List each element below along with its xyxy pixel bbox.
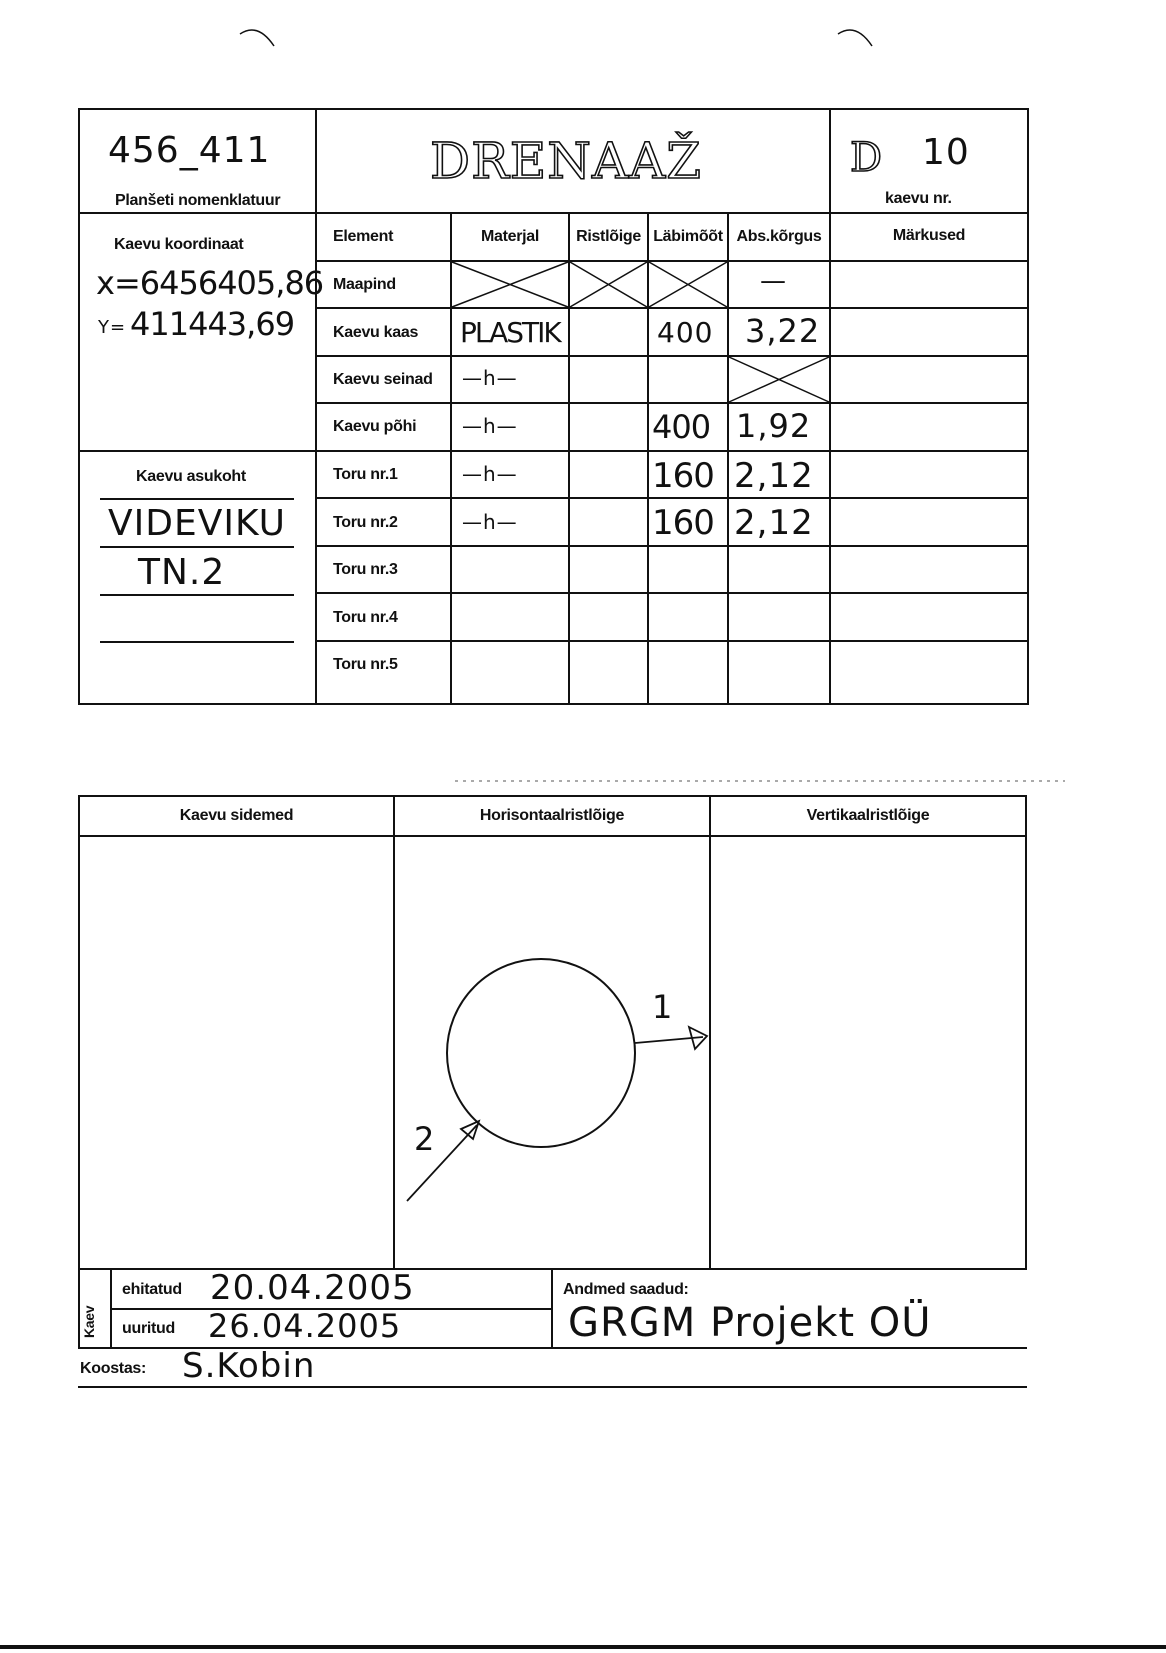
location-line1: VIDEVIKU <box>108 503 286 544</box>
well-number-label: kaevu nr. <box>885 190 952 207</box>
punch-mark-left <box>238 24 278 54</box>
coord-y-prefix: Y= <box>98 317 127 338</box>
row-label-kaevu-pohi: Kaevu põhi <box>333 418 417 435</box>
location-label: Kaevu asukoht <box>136 468 246 485</box>
built-date: 20.04.2005 <box>210 1268 415 1308</box>
col-header-material: Materjal <box>480 228 540 245</box>
data-source-value: GRGM Projekt OÜ <box>568 1300 932 1346</box>
cell-material-toru1: —h— <box>462 462 518 486</box>
location-line2: TN.2 <box>138 552 226 593</box>
cell-material-seinad: —h— <box>462 366 518 390</box>
row-label-maapind: Maapind <box>333 276 396 293</box>
page-bottom-edge <box>0 1645 1166 1649</box>
col-header-abs-height: Abs.kõrgus <box>736 228 822 245</box>
coords-label: Kaevu koordinaat <box>114 236 244 253</box>
cell-diameter-kaas: 400 <box>657 316 714 349</box>
cell-diameter-toru2: 160 <box>652 503 714 543</box>
row-label-toru-3: Toru nr.3 <box>333 561 398 578</box>
col-header-element: Element <box>333 228 394 245</box>
footer-side-label: Kaev <box>81 1305 97 1338</box>
compiled-by: S.Kobin <box>182 1346 316 1386</box>
nomenclature-value: 456_411 <box>108 130 271 171</box>
pipe-2-arrowhead <box>461 1121 479 1139</box>
cell-height-maapind: — <box>760 266 787 296</box>
surveyed-label: uuritud <box>122 1320 175 1337</box>
compiled-label: Koostas: <box>80 1360 147 1377</box>
well-cross-section-drawing <box>395 837 709 1268</box>
section-header-connections: Kaevu sidemed <box>179 807 294 824</box>
nomenclature-label: Planšeti nomenklatuur <box>115 192 281 209</box>
cell-diameter-toru1: 160 <box>652 456 714 496</box>
row-label-toru-5: Toru nr.5 <box>333 656 398 673</box>
cell-material-kaas: PLASTIK <box>460 316 560 349</box>
cell-height-pohi: 1,92 <box>736 407 812 445</box>
row-label-toru-2: Toru nr.2 <box>333 514 398 531</box>
pipe-1-label: 1 <box>652 988 674 1026</box>
crossed-cell-height-seinad <box>729 357 829 402</box>
pipe-2-label: 2 <box>414 1120 436 1158</box>
crossed-cell-material-maapind <box>452 262 568 307</box>
cell-material-toru2: —h— <box>462 510 518 534</box>
dotted-separator <box>455 778 1065 784</box>
cell-material-pohi: —h— <box>462 414 518 438</box>
crossed-cell-diameter-maapind <box>649 262 727 307</box>
page-title: DRENAAŽ <box>430 132 702 190</box>
row-label-kaevu-seinad: Kaevu seinad <box>333 371 433 388</box>
well-circle <box>447 959 635 1147</box>
col-header-notes: Märkused <box>892 227 966 244</box>
cell-height-kaas: 3,22 <box>745 312 821 350</box>
cell-height-toru2: 2,12 <box>734 503 814 543</box>
col-header-cross-section: Ristlõige <box>576 228 641 245</box>
cell-diameter-pohi: 400 <box>652 408 711 446</box>
col-header-diameter: Läbimõõt <box>653 228 723 245</box>
row-label-toru-4: Toru nr.4 <box>333 609 398 626</box>
punch-mark-right <box>836 24 876 54</box>
surveyed-date: 26.04.2005 <box>208 1307 402 1345</box>
cell-height-toru1: 2,12 <box>734 456 814 496</box>
section-header-vertical: Vertikaalristlõige <box>806 807 930 824</box>
built-label: ehitatud <box>122 1281 182 1298</box>
row-label-toru-1: Toru nr.1 <box>333 466 398 483</box>
row-label-kaevu-kaas: Kaevu kaas <box>333 324 419 341</box>
data-source-label: Andmed saadud: <box>563 1281 689 1298</box>
section-header-horizontal: Horisontaalristlõige <box>479 807 625 824</box>
well-number: 10 <box>922 132 970 173</box>
coord-x: x=6456405,86 <box>96 264 324 302</box>
crossed-cell-cross-maapind <box>570 262 647 307</box>
coord-y: 411443,69 <box>130 305 295 343</box>
well-prefix: D <box>850 135 884 181</box>
